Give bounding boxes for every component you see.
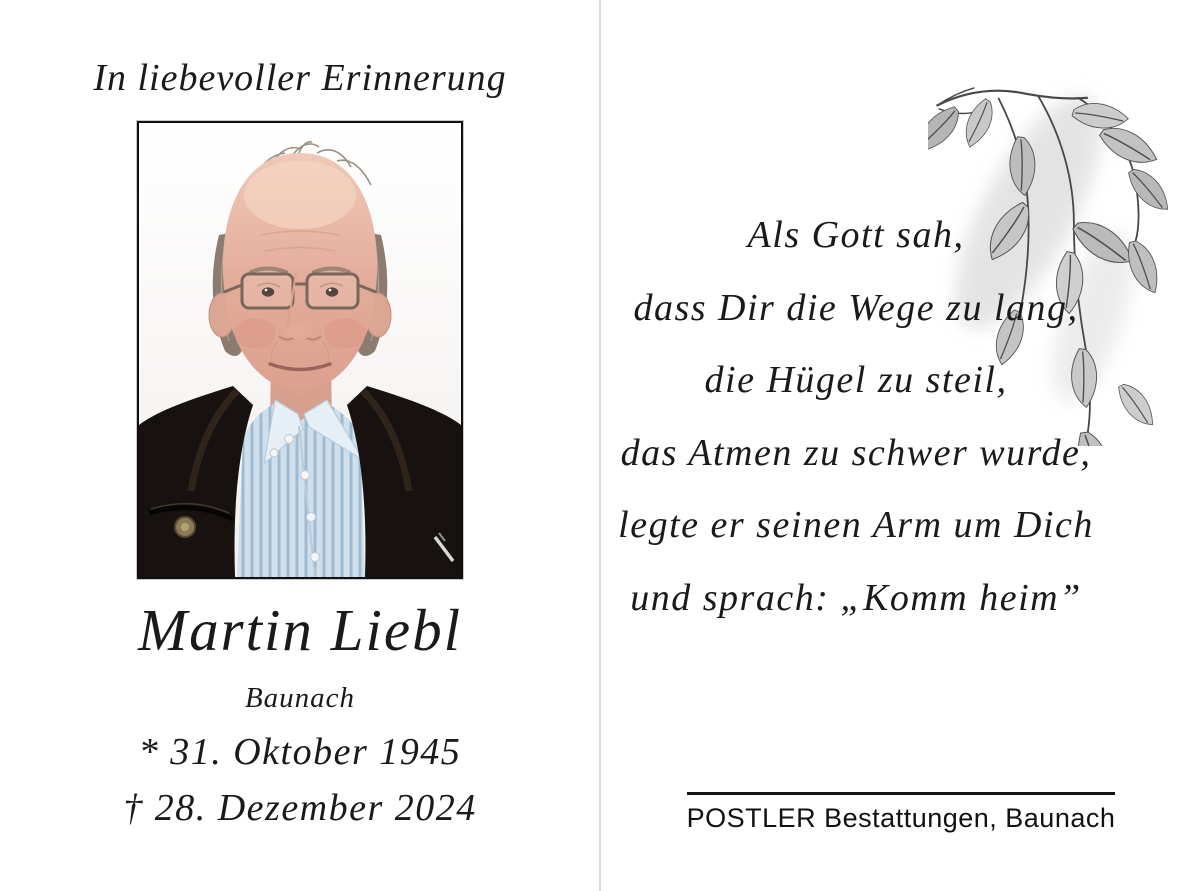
death-date: † 28. Dezember 2024 <box>123 787 477 829</box>
poem-line: legte er seinen Arm um Dich <box>618 504 1094 546</box>
poem-line: Als Gott sah, <box>747 214 965 256</box>
portrait-photo-frame <box>137 121 463 579</box>
poem-line: die Hügel zu steil, <box>704 359 1008 401</box>
portrait-photo <box>139 123 461 577</box>
memorial-heading: In liebevoller Erinnerung <box>93 57 507 99</box>
poem-line: das Atmen zu schwer wurde, <box>620 431 1092 474</box>
birth-date: * 31. Oktober 1945 <box>138 731 462 773</box>
deceased-name: Martin Liebl <box>138 597 462 663</box>
memorial-poem <box>600 199 1112 634</box>
deceased-place: Baunach <box>244 682 356 714</box>
poem-line: und sprach: „Komm heim” <box>630 576 1082 619</box>
signature-rule <box>687 792 1115 795</box>
poem-line: dass Dir die Wege zu lang, <box>633 286 1079 329</box>
funeral-home-name: POSTLER Bestattungen, Baunach <box>686 803 1116 833</box>
